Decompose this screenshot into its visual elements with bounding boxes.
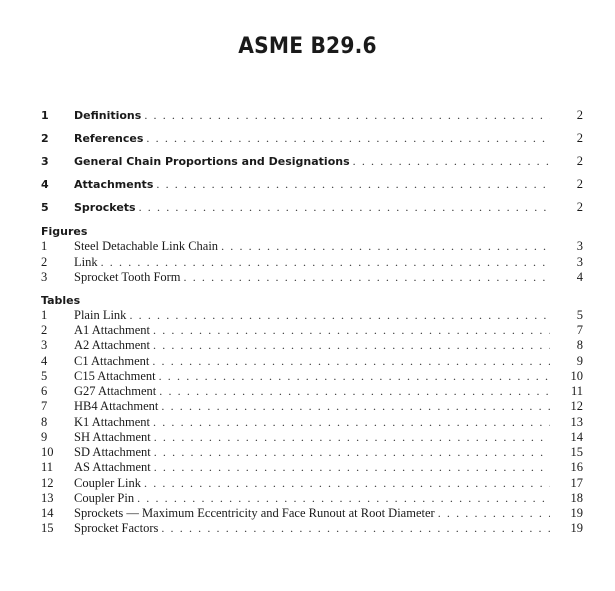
dot-leader [153, 323, 550, 338]
toc-figure-row[interactable] [41, 270, 583, 286]
toc-table-row[interactable] [41, 338, 583, 354]
dot-leader [161, 521, 550, 536]
toc-number: 11 [41, 460, 54, 474]
toc-label: Sprocket Factors [74, 521, 159, 535]
toc-table-row[interactable] [41, 415, 583, 431]
toc-label: G27 Attachment [74, 384, 157, 398]
toc-section-row[interactable] [41, 131, 583, 147]
toc-number: 4 [41, 354, 48, 368]
dot-leader [221, 239, 550, 254]
toc-number: 3 [41, 270, 48, 284]
toc-page: 19 [570, 506, 583, 520]
dot-leader [159, 384, 550, 399]
dot-leader [156, 177, 550, 192]
dot-leader [161, 399, 550, 414]
toc-page: 5 [576, 308, 583, 322]
toc-page: 9 [576, 354, 583, 368]
toc-label: Link [74, 255, 98, 269]
toc-number: 1 [41, 109, 49, 122]
toc-page: 3 [576, 239, 583, 253]
toc-label: AS Attachment [74, 460, 151, 474]
toc-label: Plain Link [74, 308, 127, 322]
toc-number: 12 [41, 476, 54, 490]
toc-page: 2 [576, 200, 583, 214]
figures-heading: Figures [41, 225, 88, 238]
toc-number: 3 [41, 155, 49, 168]
toc-table-row[interactable] [41, 430, 583, 446]
toc-label: Attachments [74, 178, 154, 191]
dot-leader [154, 430, 550, 445]
toc-number: 2 [41, 323, 48, 337]
toc-number: 1 [41, 308, 48, 322]
toc-section-row[interactable] [41, 108, 583, 124]
toc-label: Steel Detachable Link Chain [74, 239, 219, 253]
toc-number: 5 [41, 201, 49, 214]
toc-figure-row[interactable] [41, 255, 583, 271]
toc-number: 14 [41, 506, 54, 520]
toc-number: 7 [41, 399, 48, 413]
document-title: ASME B29.6 [238, 34, 377, 59]
toc-page: 2 [576, 177, 583, 191]
toc-number: 15 [41, 521, 54, 535]
toc-label: References [74, 132, 144, 145]
toc-table-row[interactable] [41, 460, 583, 476]
toc-label: Sprockets — Maximum Eccentricity and Face Runout at Root Diameter [74, 506, 435, 520]
toc-label: Sprockets [74, 201, 136, 214]
toc-number: 2 [41, 132, 49, 145]
toc-number: 6 [41, 384, 48, 398]
toc-table-row[interactable] [41, 323, 583, 339]
toc-table-row[interactable] [41, 384, 583, 400]
dot-leader [153, 338, 550, 353]
toc-table-row[interactable] [41, 354, 583, 370]
dot-leader [144, 476, 550, 491]
toc-page: 10 [570, 369, 583, 383]
dot-leader [154, 460, 550, 475]
toc-number: 8 [41, 415, 48, 429]
toc-label: K1 Attachment [74, 415, 151, 429]
dot-leader [137, 491, 550, 506]
toc-label: A2 Attachment [74, 338, 151, 352]
dot-leader [144, 108, 550, 123]
dot-leader [184, 270, 550, 285]
dot-leader [353, 154, 550, 169]
toc-figure-row[interactable] [41, 239, 583, 255]
toc-page: 14 [570, 430, 583, 444]
dot-leader [153, 415, 550, 430]
toc-page: 2 [576, 154, 583, 168]
toc-number: 13 [41, 491, 54, 505]
toc-page: 2 [576, 108, 583, 122]
toc-label: SH Attachment [74, 430, 151, 444]
dot-leader [438, 506, 550, 521]
toc-section-row[interactable] [41, 200, 583, 216]
toc-page: 12 [570, 399, 583, 413]
toc-page: 17 [570, 476, 583, 490]
toc-label: Coupler Pin [74, 491, 135, 505]
dot-leader [159, 369, 550, 384]
toc-label: Coupler Link [74, 476, 142, 490]
toc-table-row[interactable] [41, 506, 583, 522]
toc-label: Definitions [74, 109, 142, 122]
toc-table-row[interactable] [41, 521, 583, 537]
toc-label: A1 Attachment [74, 323, 151, 337]
toc-page: 7 [576, 323, 583, 337]
dot-leader [146, 131, 550, 146]
toc-number: 4 [41, 178, 49, 191]
toc-number: 5 [41, 369, 48, 383]
dot-leader [152, 354, 550, 369]
toc-page: 3 [576, 255, 583, 269]
toc-table-row[interactable] [41, 308, 583, 324]
toc-section-row[interactable] [41, 177, 583, 193]
toc-number: 10 [41, 445, 54, 459]
toc-number: 3 [41, 338, 48, 352]
toc-label: SD Attachment [74, 445, 151, 459]
toc-table-row[interactable] [41, 369, 583, 385]
toc-label: HB4 Attachment [74, 399, 159, 413]
toc-label: General Chain Proportions and Designations [74, 155, 350, 168]
toc-table-row[interactable] [41, 476, 583, 492]
toc-page: 8 [576, 338, 583, 352]
dot-leader [129, 308, 550, 323]
toc-page: 2 [576, 131, 583, 145]
toc-label: C15 Attachment [74, 369, 156, 383]
toc-label: Sprocket Tooth Form [74, 270, 181, 284]
dot-leader [139, 200, 550, 215]
toc-page: 16 [570, 460, 583, 474]
toc-table-row[interactable] [41, 445, 583, 461]
toc-number: 1 [41, 239, 48, 253]
toc-page: 11 [570, 384, 583, 398]
dot-leader [154, 445, 550, 460]
toc-section-row[interactable] [41, 154, 583, 170]
tables-heading: Tables [41, 294, 81, 307]
toc-page: 4 [576, 270, 583, 284]
toc-number: 2 [41, 255, 48, 269]
toc-label: C1 Attachment [74, 354, 150, 368]
toc-page: 18 [570, 491, 583, 505]
toc-table-row[interactable] [41, 491, 583, 507]
toc-page: 19 [570, 521, 583, 535]
toc-number: 9 [41, 430, 48, 444]
dot-leader [101, 255, 550, 270]
toc-page: 13 [570, 415, 583, 429]
toc-page: 15 [570, 445, 583, 459]
toc-table-row[interactable] [41, 399, 583, 415]
